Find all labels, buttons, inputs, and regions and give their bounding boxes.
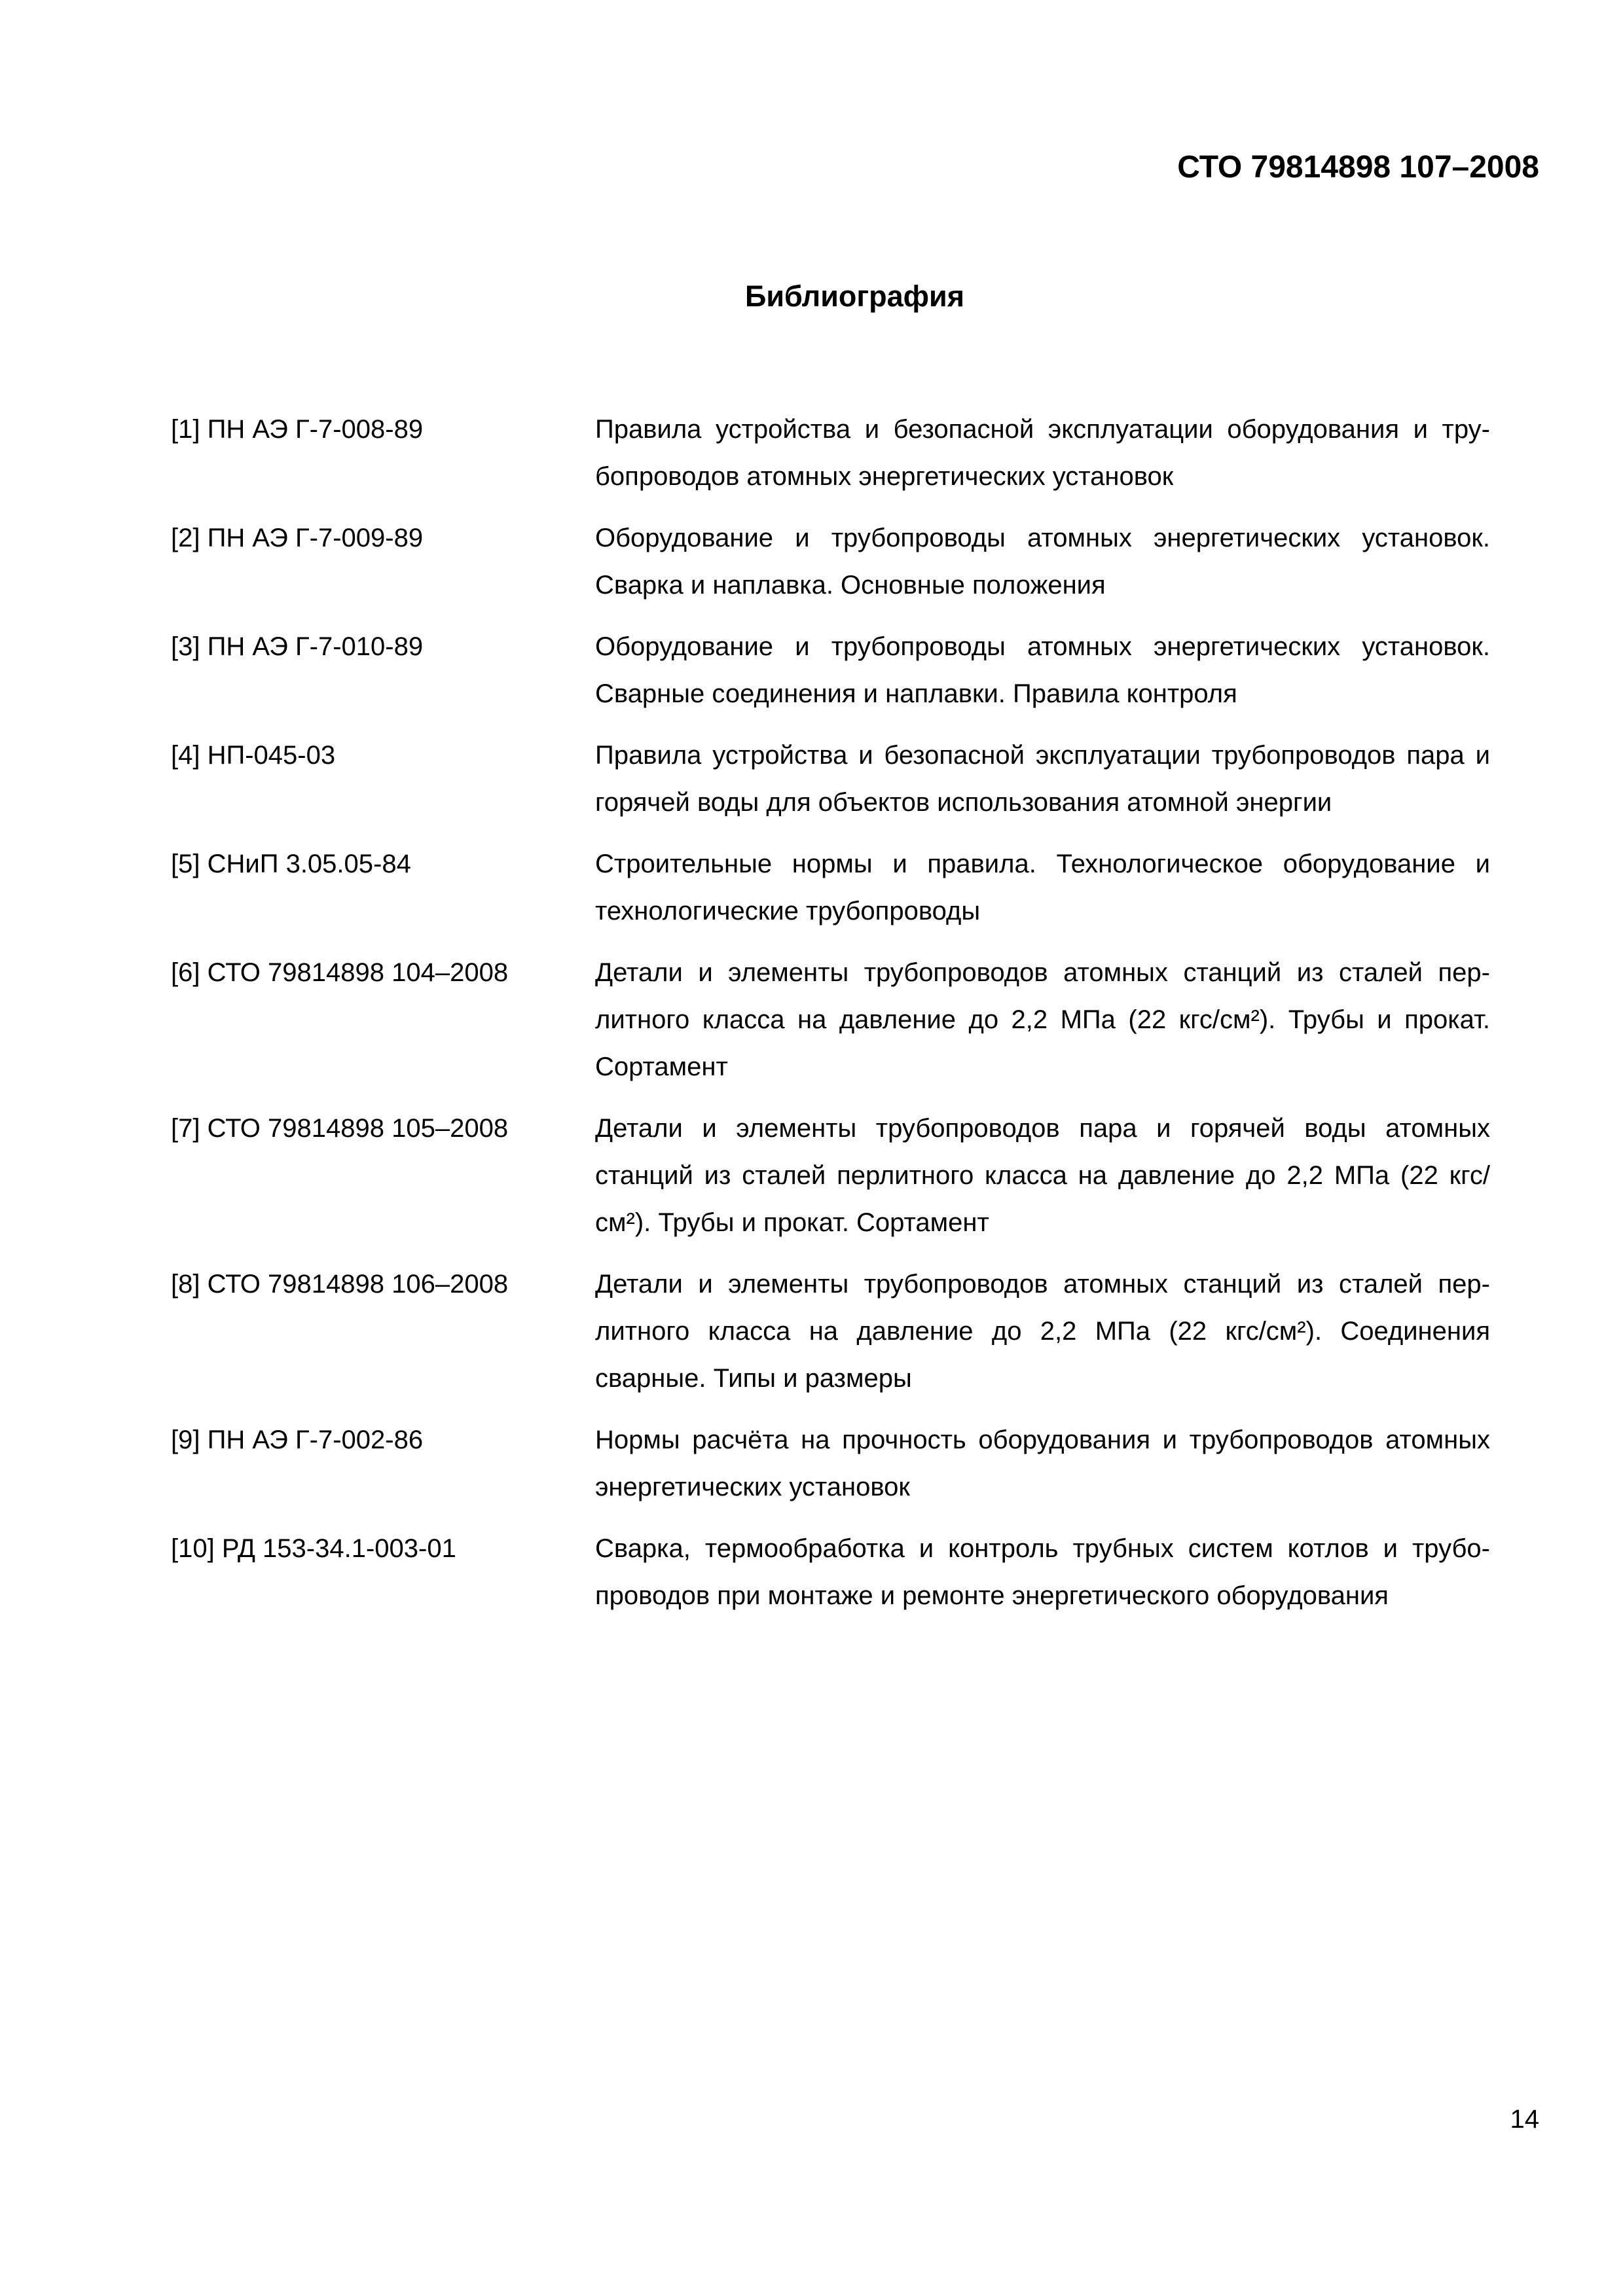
bibliography-entry — [171, 840, 1490, 935]
bibliography-entry — [171, 514, 1490, 609]
bibliography-entry — [171, 1261, 1490, 1402]
bibliography-reference: [6] СТО 79814898 104–2008 — [171, 958, 509, 987]
bibliography-description: Сварка, термообработка и контроль трубных систем котлов и трубопроводов при монтаже и ремонте энергетического оборудования — [595, 1534, 1490, 1610]
bibliography-title: Библиография — [745, 279, 964, 313]
bibliography-description: Оборудование и трубопроводы атомных энергетических установок. Сварные соединения и наплавки. Правила контроля — [595, 632, 1490, 708]
bibliography-list — [171, 406, 1490, 1634]
bibliography-description: Правила устройства и безопасной эксплуатации оборудования и трубопроводов атомных энергетических установок — [595, 415, 1490, 491]
bibliography-description: Правила устройства и безопасной эксплуатации трубопроводов пара и горячей воды для объектов использования атомной энергии — [595, 741, 1490, 817]
bibliography-description: Детали и элементы трубопроводов атомных станций из сталей перлитного класса на давление до 2,2 МПа (22 кгс/см²). Соединения сварные. Типы и размеры — [595, 1270, 1490, 1393]
bibliography-entry — [171, 1525, 1490, 1619]
bibliography-description: Оборудование и трубопроводы атомных энергетических установок. Сварка и наплавка. Основные положения — [595, 524, 1490, 600]
bibliography-description: Детали и элементы трубопроводов атомных станций из сталей перлитного класса на давление до 2,2 МПа (22 кгс/см²). Трубы и прокат. Сортамент — [595, 958, 1490, 1081]
bibliography-description: Нормы расчёта на прочность оборудования и трубопроводов атомных энергетических установок — [595, 1426, 1490, 1501]
bibliography-reference: [5] СНиП 3.05.05-84 — [171, 850, 411, 878]
bibliography-entry — [171, 1416, 1490, 1511]
bibliography-entry — [171, 406, 1490, 500]
bibliography-reference: [7] СТО 79814898 105–2008 — [171, 1114, 509, 1143]
bibliography-description: Строительные нормы и правила. Технологическое оборудование и технологические трубопроводы — [595, 850, 1490, 925]
document-code-header: СТО 79814898 107–2008 — [1177, 150, 1539, 185]
bibliography-reference: [9] ПН АЭ Г-7-002-86 — [171, 1426, 424, 1454]
bibliography-reference: [4] НП-045-03 — [171, 741, 336, 770]
bibliography-entry — [171, 1105, 1490, 1246]
bibliography-entry — [171, 949, 1490, 1090]
bibliography-entry — [171, 732, 1490, 826]
bibliography-entry — [171, 623, 1490, 717]
bibliography-description: Детали и элементы трубопроводов пара и горячей воды атомных станций из сталей перлитного класса на давление до 2,2 МПа (22 кгс/см²). Трубы и прокат. Сортамент — [595, 1114, 1490, 1237]
bibliography-reference: [1] ПН АЭ Г-7-008-89 — [171, 415, 424, 444]
page-number: 14 — [1510, 2105, 1539, 2134]
bibliography-reference: [3] ПН АЭ Г-7-010-89 — [171, 632, 424, 661]
bibliography-reference: [2] ПН АЭ Г-7-009-89 — [171, 524, 424, 552]
bibliography-reference: [8] СТО 79814898 106–2008 — [171, 1270, 509, 1299]
bibliography-reference: [10] РД 153-34.1-003-01 — [171, 1534, 456, 1563]
